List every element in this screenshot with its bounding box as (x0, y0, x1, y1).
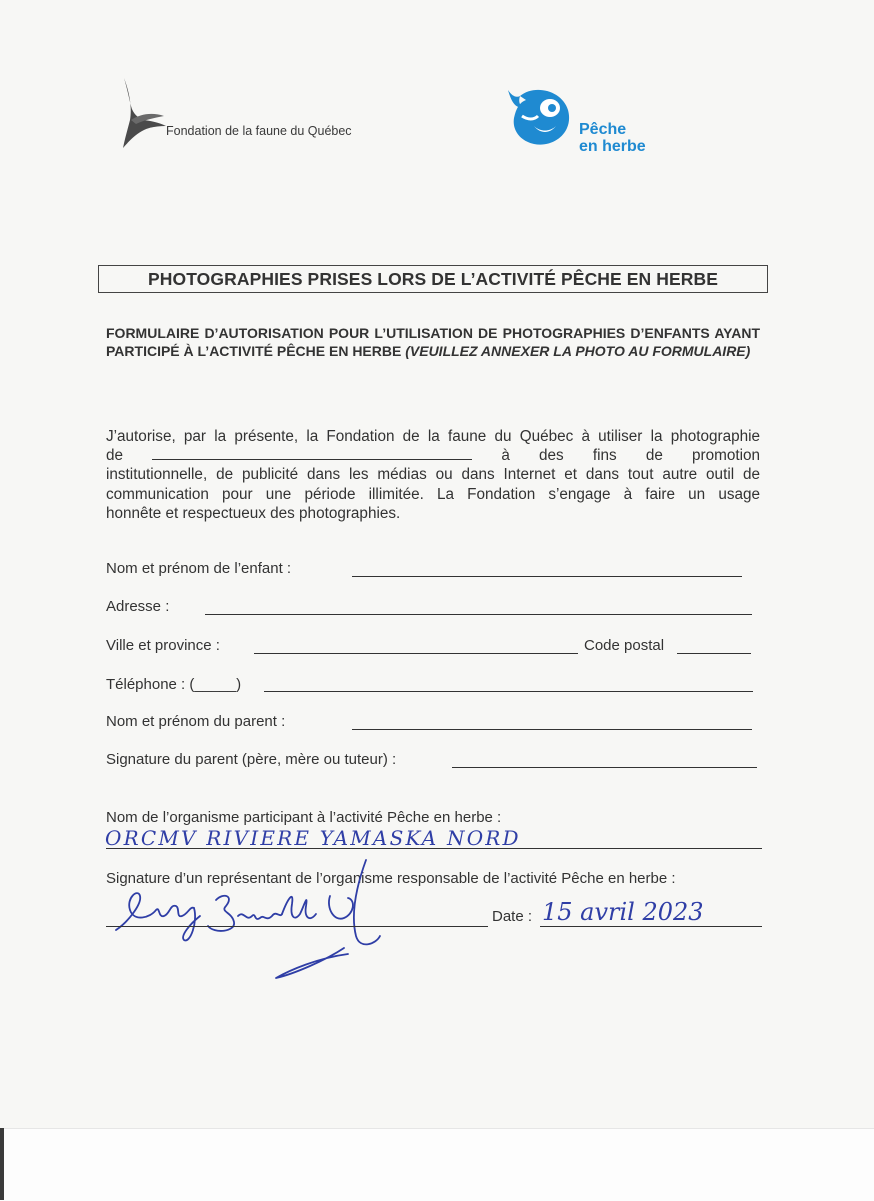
city-province-label: Ville et province : (106, 637, 220, 654)
scan-bottom-area (0, 1128, 874, 1201)
phone-label (106, 676, 241, 693)
peche-line2: en herbe (579, 138, 646, 155)
para-line3: institutionnelle, de publicité dans les médias ou dans Internet et dans tout autre outil de (106, 466, 760, 484)
peche-en-herbe-text (579, 121, 646, 155)
child-name-label: Nom et prénom de l’enfant : (106, 560, 292, 577)
date-handwritten: 15 avril 2023 (542, 898, 704, 926)
para-line4: communication pour une période illimitée. La Fondation s’engage à faire un usage (106, 485, 760, 503)
photo-of-blank[interactable] (152, 447, 472, 460)
form-title: PHOTOGRAPHIES PRISES LORS DE L’ACTIVITÉ PÊCHE EN HERBE (98, 265, 768, 293)
subtitle-note: (VEUILLEZ ANNEXER LA PHOTO AU FORMULAIRE) (405, 343, 751, 359)
org-name-label: Nom de l’organisme participant à l’activité Pêche en herbe : (106, 809, 502, 826)
phone-area-code: (_____) (189, 676, 242, 693)
org-name-handwritten: ORCMV RIVIERE YAMASKA NORD (105, 826, 521, 850)
parent-name-line[interactable] (352, 729, 752, 730)
fondation-bird-logo (114, 76, 174, 152)
fish-logo (504, 86, 576, 148)
parent-signature-line[interactable] (452, 767, 757, 768)
child-name-line[interactable] (352, 576, 742, 577)
subtitle-main: FORMULAIRE D’AUTORISATION POUR L’UTILISATION DE PHOTOGRAPHIES D’ENFANTS AYANT PARTICIPÉ À L’ACTIVITÉ PÊCHE EN HERBE (106, 325, 760, 359)
representative-signature-drawing (104, 852, 404, 992)
city-province-line[interactable] (254, 653, 578, 654)
scan-edge (0, 1128, 4, 1200)
parent-signature-label: Signature du parent (père, mère ou tuteur) : (106, 751, 397, 768)
phone-label-text: Téléphone : (106, 676, 186, 693)
org-signature-label: Signature d’un représentant de l’organisme responsable de l’activité Pêche en herbe : (106, 870, 676, 887)
peche-line1: Pêche (579, 121, 627, 138)
org-name-line[interactable] (106, 848, 762, 849)
form-subtitle (106, 324, 760, 360)
org-signature-line[interactable] (106, 926, 488, 927)
para-de: de (106, 447, 124, 465)
para-line2-rest: à des fins de promotion (501, 447, 761, 465)
date-label: Date : (492, 908, 533, 925)
para-line5: honnête et respectueux des photographies. (106, 504, 401, 522)
para-line2 (106, 446, 760, 465)
parent-name-label: Nom et prénom du parent : (106, 713, 286, 730)
authorization-paragraph (106, 427, 760, 523)
address-line[interactable] (205, 614, 752, 615)
postal-code-line[interactable] (677, 653, 751, 654)
postal-code-label: Code postal (584, 637, 665, 654)
fondation-name: Fondation de la faune du Québec (166, 124, 352, 138)
address-label: Adresse : (106, 598, 170, 615)
para-line1: J’autorise, par la présente, la Fondation de la faune du Québec à utiliser la photographie (106, 428, 760, 445)
date-line[interactable] (540, 926, 762, 927)
phone-line[interactable] (264, 691, 753, 692)
